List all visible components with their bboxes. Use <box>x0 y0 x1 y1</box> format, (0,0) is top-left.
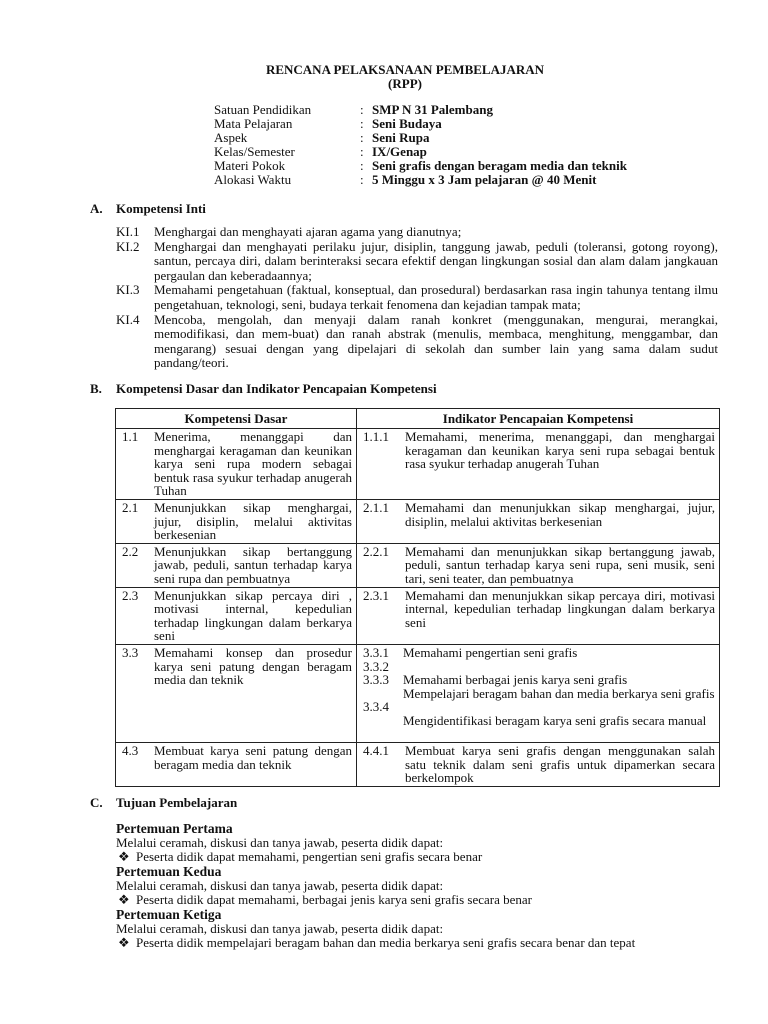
indicator-number: 3.3.2 <box>363 658 389 674</box>
indicator-number: 4.4.1 <box>363 743 389 759</box>
objective-item <box>116 850 716 864</box>
identity-separator: : <box>360 116 364 131</box>
indicator-text: Memahami berbagai jenis karya seni grafis <box>403 672 628 688</box>
diamond-bullet-icon: ❖ <box>118 849 130 864</box>
identity-separator: : <box>360 144 364 159</box>
ki-number: KI.2 <box>116 238 140 254</box>
table-header-row <box>116 409 720 429</box>
kd-cell <box>116 429 357 500</box>
section-a-heading <box>90 201 206 217</box>
meeting-title: Pertemuan Ketiga <box>116 907 222 922</box>
ki-item <box>116 313 718 371</box>
indicator-number-column <box>363 646 405 741</box>
ki-text: Menghargai dan menghayati ajaran agama yang dianutnya; <box>154 224 462 239</box>
document-title: RENCANA PELAKSANAAN PEMBELAJARAN <box>265 62 545 77</box>
indicator-cell <box>357 429 720 500</box>
identity-separator: : <box>360 158 364 173</box>
kd-number: 2.2 <box>122 543 139 559</box>
ki-item <box>116 225 718 240</box>
ki-item <box>116 283 718 312</box>
indicator-number <box>363 714 405 728</box>
kd-number: 4.3 <box>122 743 139 759</box>
section-title: Kompetensi Dasar dan Indikator Pencapaian Kompetensi <box>116 381 437 396</box>
identity-block <box>214 103 627 187</box>
indicator-text-column <box>403 646 715 741</box>
kd-cell <box>116 644 357 742</box>
section-letter: B. <box>90 381 102 396</box>
indicator-text: Membuat karya seni grafis dengan menggunakan salah satu teknik dalam seni grafis untuk dipamerkan secara berkelompok <box>405 743 715 786</box>
identity-separator: : <box>360 172 364 187</box>
identity-label: Alokasi Waktu <box>214 172 292 187</box>
indicator-cell <box>357 543 720 587</box>
kd-text: Menunjukkan sikap bertanggung jawab, peduli, santun terhadap karya seni rupa dan pembuatnya <box>154 543 352 586</box>
section-title: Tujuan Pembelajaran <box>116 795 238 810</box>
indicator-number: 2.1.1 <box>363 499 389 515</box>
indicator-text: Memahami dan menunjukkan sikap percaya diri, motivasi internal, kepedulian terhadap lingkungan dalam berkarya seni <box>405 587 715 630</box>
kd-text: Menunjukkan sikap percaya diri , motivasi internal, kepedulian terhadap lingkungan dalam berkarya seni <box>154 587 352 644</box>
indicator-number <box>363 727 405 741</box>
ki-number: KI.3 <box>116 282 140 298</box>
indicator-text: Memahami pengertian seni grafis <box>403 644 578 660</box>
identity-row <box>214 103 627 117</box>
identity-value: 5 Minggu x 3 Jam pelajaran @ 40 Menit <box>372 172 597 187</box>
objective-item <box>116 893 716 907</box>
meeting-title: Pertemuan Kedua <box>116 864 222 879</box>
indicator-text: Mengidentifikasi beragam karya seni grafis secara manual <box>403 712 707 728</box>
table-row <box>116 499 720 543</box>
identity-value: Seni grafis dengan beragam media dan teknik <box>372 158 627 173</box>
identity-value: IX/Genap <box>372 144 427 159</box>
ki-text: Menghargai dan menghayati perilaku jujur, disiplin, tanggung jawab, peduli (toleransi, gotong royong), santun, percaya diri, dalam berinteraksi secara efektif dengan lingkungan sosial dan alam dalam jangkauan pergaulan dan keberadaannya; <box>154 238 718 283</box>
identity-row <box>214 159 627 173</box>
ki-number: KI.4 <box>116 311 140 327</box>
kd-number: 3.3 <box>122 644 139 660</box>
meeting-intro: Melalui ceramah, diskusi dan tanya jawab, peserta didik dapat: <box>116 878 444 893</box>
table-row <box>116 743 720 787</box>
objective-text: Peserta didik dapat memahami, pengertian seni grafis secara benar <box>136 849 483 864</box>
identity-label: Satuan Pendidikan <box>214 102 312 117</box>
indicator-number <box>363 687 405 701</box>
identity-separator: : <box>360 130 364 145</box>
identity-value: SMP N 31 Palembang <box>372 102 493 117</box>
meeting-title: Pertemuan Pertama <box>116 821 233 836</box>
ki-text: Mencoba, mengolah, dan menyaji dalam ranah konkret (menggunakan, mengurai, merangkai, memodifikasi, dan mem-buat) dan ranah abstrak (menulis, membaca, menghitung, menggambar, dan mengarang) sesuai dengan yang dipelajari di sekolah dan sumber lain yang sama dalam sudut pandang/teori. <box>154 311 718 371</box>
column-header-indicator: Indikator Pencapaian Kompetensi <box>357 409 720 429</box>
meeting-block <box>116 907 716 950</box>
indicator-text: Mempelajari beragam bahan dan media berkarya seni grafis <box>403 685 715 701</box>
identity-value: Seni Rupa <box>372 130 430 145</box>
identity-separator: : <box>360 102 364 117</box>
indicator-number: 1.1.1 <box>363 429 389 444</box>
kd-cell <box>116 543 357 587</box>
table-row <box>116 644 720 742</box>
meeting-intro: Melalui ceramah, diskusi dan tanya jawab, peserta didik dapat: <box>116 921 444 936</box>
kd-text: Membuat karya seni patung dengan beragam media dan teknik <box>154 743 352 772</box>
diamond-bullet-icon: ❖ <box>118 892 130 907</box>
indicator-text: Memahami dan menunjukkan sikap menghargai, jujur, disiplin, melalui aktivitas berkesenian <box>405 499 715 529</box>
kd-number: 2.3 <box>122 587 139 603</box>
meeting-block <box>116 821 716 864</box>
identity-label: Aspek <box>214 130 248 145</box>
indicator-number: 2.3.1 <box>363 587 389 603</box>
indicator-cell <box>357 587 720 644</box>
identity-row <box>214 145 627 159</box>
ki-number: KI.1 <box>116 224 140 239</box>
section-c-heading <box>90 795 237 811</box>
kompetensi-inti-list <box>116 225 718 371</box>
kd-cell <box>116 499 357 543</box>
kd-cell <box>116 587 357 644</box>
document-subtitle: (RPP) <box>388 76 422 91</box>
objective-text: Peserta didik mempelajari beragam bahan dan media berkarya seni grafis secara benar dan tepat <box>136 935 636 950</box>
competency-table <box>115 408 720 787</box>
kd-text: Memahami konsep dan prosedur karya seni patung dengan beragam media dan teknik <box>154 644 352 688</box>
table-row <box>116 429 720 500</box>
identity-row <box>214 173 627 187</box>
section-letter: C. <box>90 795 103 810</box>
table-row <box>116 543 720 587</box>
column-header-kd: Kompetensi Dasar <box>116 409 357 429</box>
meeting-block <box>116 864 716 907</box>
identity-label: Kelas/Semester <box>214 144 295 159</box>
indicator-number: 3.3.1 <box>363 644 389 660</box>
identity-row <box>214 117 627 131</box>
ki-text: Memahami pengetahuan (faktual, konseptual, dan prosedural) berdasarkan rasa ingin tahunya tentang ilmu pengetahuan, teknologi, seni, budaya terkait fenomena dan kejadian tampak mata; <box>154 282 718 312</box>
section-title: Kompetensi Inti <box>116 201 206 216</box>
table-row <box>116 587 720 644</box>
kd-number: 2.1 <box>122 499 139 515</box>
kd-cell <box>116 743 357 787</box>
indicator-cell <box>357 743 720 787</box>
indicator-text: Memahami, menerima, menanggapi, dan menghargai keragaman dan keunikan karya seni rupa sebagai bentuk rasa syukur terhadap anugerah Tuhan <box>405 429 715 472</box>
meeting-intro: Melalui ceramah, diskusi dan tanya jawab, peserta didik dapat: <box>116 835 444 850</box>
kd-text: Menunjukkan sikap menghargai, jujur, disiplin, melalui aktivitas berkesenian <box>154 499 352 543</box>
indicator-number: 2.2.1 <box>363 543 389 559</box>
indicator-number: 3.3.3 <box>363 672 389 688</box>
kd-text: Menerima, menanggapi dan menghargai keragaman dan keunikan karya seni rupa modern sebagai bentuk rasa syukur terhadap anugerah Tuhan <box>154 429 352 499</box>
objective-item <box>116 936 716 950</box>
indicator-cell <box>357 644 720 742</box>
indicator-cell <box>357 499 720 543</box>
ki-item <box>116 240 718 284</box>
learning-objectives <box>116 821 716 950</box>
indicator-text: Memahami dan menunjukkan sikap bertanggung jawab, peduli, santun terhadap karya seni rupa, seni musik, seni tari, seni teater, dan pembuatnya <box>405 543 715 586</box>
section-letter: A. <box>90 201 103 216</box>
identity-label: Mata Pelajaran <box>214 116 293 131</box>
indicator-text <box>403 660 715 674</box>
diamond-bullet-icon: ❖ <box>118 935 130 950</box>
identity-row <box>214 131 627 145</box>
objective-text: Peserta didik dapat memahami, berbagai jenis karya seni grafis secara benar <box>136 892 532 907</box>
identity-value: Seni Budaya <box>372 116 442 131</box>
kd-number: 1.1 <box>122 429 139 444</box>
identity-label: Materi Pokok <box>214 158 286 173</box>
indicator-number: 3.3.4 <box>363 699 389 715</box>
section-b-heading <box>90 381 437 397</box>
